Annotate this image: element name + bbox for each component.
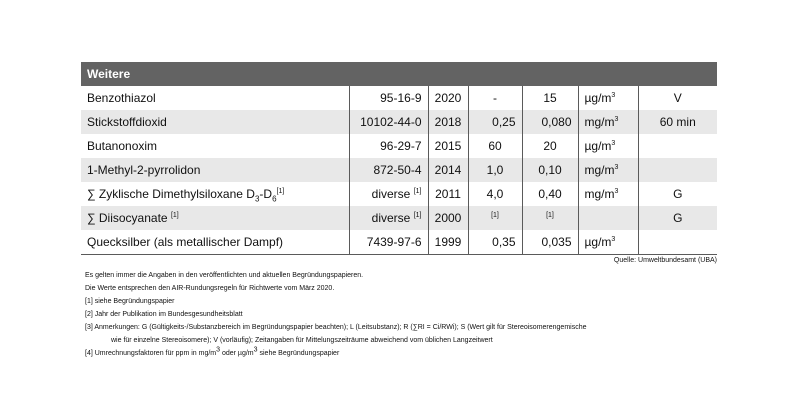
remark: 60 min (638, 110, 717, 134)
substance-name: Butanonoxim (81, 134, 349, 158)
footnotes (85, 271, 705, 359)
substance-name: Benzothiazol (81, 86, 349, 110)
footnote-2: [2] Jahr der Publikation im Bundesgesundheitsblatt (85, 311, 243, 318)
table-header: Weitere (81, 62, 717, 86)
document-page (81, 62, 717, 264)
unit (578, 206, 638, 230)
cas-number: 872-50-4 (349, 158, 428, 182)
unit: $\mu g/m^3$ (578, 86, 638, 110)
cas-number: diverse [1] (349, 206, 428, 230)
cas-number: diverse [1] (349, 182, 428, 206)
footnote-4: [4] Umrechnungsfaktoren für ppm in $mg/m^3$ oder $\mu g/m^3$ siehe Begründungspapier (85, 346, 340, 357)
note-validity: Es gelten immer die Angaben in den veröffentlichten und aktuellen Begründungspapieren. (85, 272, 364, 279)
substance-name: Stickstoffdioxid (81, 110, 349, 134)
year: 2014 (428, 158, 468, 182)
unit: $mg/m^3$ (578, 158, 638, 182)
guideline-values-table (81, 62, 717, 255)
year: 2015 (428, 134, 468, 158)
value-2: 20 (522, 134, 578, 158)
cas-number: 96-29-7 (349, 134, 428, 158)
remark: V (673, 91, 682, 105)
table-row (81, 182, 717, 206)
remark: G (673, 187, 683, 201)
table-header-row (81, 62, 717, 86)
remark (638, 134, 717, 158)
footnote-3-continued: wie für einzelne Stereoisomere); V (vorläufig); Zeitangaben für Mittelungszeiträume abweichend vom üblichen Langzeitwert (111, 337, 493, 344)
table-row (81, 86, 717, 110)
value-2: [1] (522, 206, 578, 230)
value-1: 0,35 (468, 230, 522, 254)
unit: $\mu g/m^3$ (578, 134, 638, 158)
value-1: 1,0 (468, 158, 522, 182)
table-row (81, 230, 717, 254)
year: 2000 (428, 206, 468, 230)
table-row (81, 110, 717, 134)
value-2: 0,035 (522, 230, 578, 254)
value-1: - (468, 86, 522, 110)
year: 2011 (428, 182, 468, 206)
remark (638, 158, 717, 182)
value-1: 4,0 (468, 182, 522, 206)
year: 2020 (428, 86, 468, 110)
remark (638, 230, 717, 254)
table-row (81, 158, 717, 182)
footnote-3: [3] Anmerkungen: G (Gültigkeits-/Substanzbereich im Begründungspapier beachten); L (Leitsubstanz); R (∑RI = Ci/RWi); S (Wert gilt für Stereoisomerengemische (85, 324, 587, 331)
unit: $mg/m^3$ (578, 182, 638, 206)
remark: G (638, 206, 717, 230)
unit: $\mu g/m^3$ (578, 230, 638, 254)
year: 1999 (428, 230, 468, 254)
substance-name: Quecksilber (als metallischer Dampf) (81, 230, 349, 254)
cas-number: 10102-44-0 (349, 110, 428, 134)
value-1: 0,25 (468, 110, 522, 134)
footnote-1: [1] siehe Begründungspapier (85, 298, 175, 305)
substance-name: 1-Methyl-2-pyrrolidon (81, 158, 349, 182)
value-2: 0,40 (522, 182, 578, 206)
cas-number: 95-16-9 (349, 86, 428, 110)
value-2: 0,10 (522, 158, 578, 182)
cas-number: 7439-97-6 (349, 230, 428, 254)
table-row (81, 134, 717, 158)
substance-name: ∑ Diisocyanate [1] (81, 206, 349, 230)
value-1: 60 (468, 134, 522, 158)
table-row (81, 206, 717, 230)
substance-name: ∑ Zyklische Dimethylsiloxane $D_3-D_6[1]$ (81, 182, 349, 206)
value-2: 15 (522, 86, 578, 110)
note-rounding: Die Werte entsprechen den AIR-Rundungsregeln für Richtwerte vom März 2020. (85, 285, 335, 292)
source-caption: Quelle: Umweltbundesamt (UBA) (613, 256, 717, 264)
year: 2018 (428, 110, 468, 134)
value-1: [1] (468, 206, 522, 230)
unit: $mg/m^3$ (578, 110, 638, 134)
value-2: 0,080 (522, 110, 578, 134)
